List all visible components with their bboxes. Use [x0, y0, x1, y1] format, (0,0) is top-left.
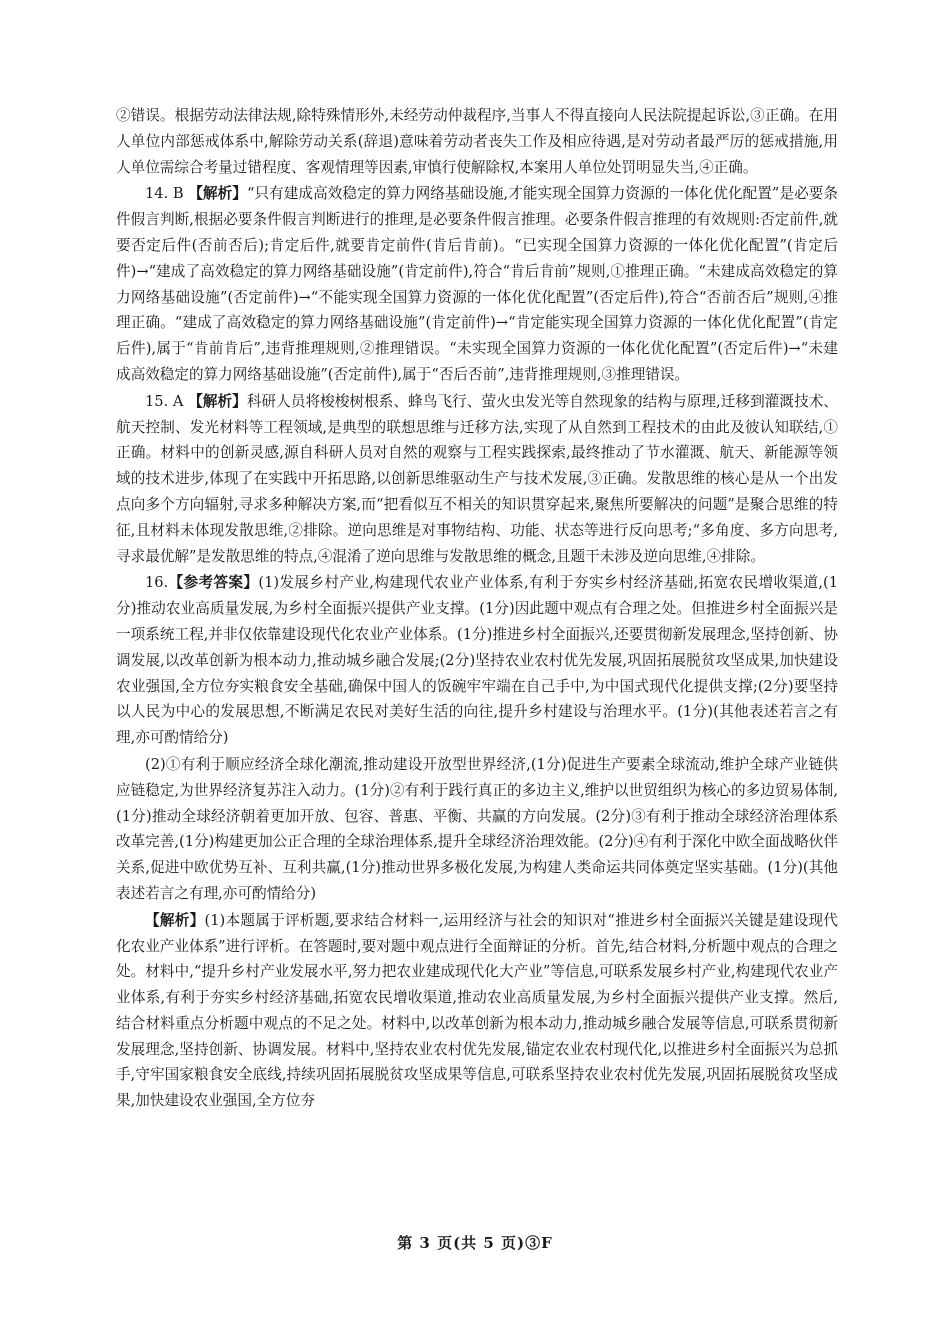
answer-text: (1)发展乡村产业,构建现代农业产业体系,有利于夯实乡村经济基础,拓宽农民增收渠道,(1分)推动农业高质量发展,为乡村全面振兴提供产业支撑。(1分)因此题中观点有合理之处。但推进乡村全面振兴是一项系统工程,并非仅依靠建设现代化农业产业体系。(1分)推进乡村全面振兴,还要贯彻新发展理念,坚持创新、协调发展,以改革创新为根本动力,推动城乡融合发展;(2分)坚持农业农村优先发展,巩固拓展脱贫攻坚成果,加快建设农业强国,全方位夯实粮食安全基础,确保中国人的饭碗牢牢端在自己手中,为中国式现代化提供支撑;(2分)要坚持以人民为中心的发展思想,不断满足农民对美好生活的向往,提升乡村建设与治理水平。(1分)(其他表述若言之有理,亦可酌情给分) — [116, 574, 838, 747]
paragraph-q15 — [116, 389, 838, 570]
analysis-tag: 【解析】 — [188, 392, 247, 410]
question-number: 14. B — [145, 185, 184, 203]
analysis-text: “只有建成高效稳定的算力网络基础设施,才能实现全国算力资源的一体化优化配置”是必要条件假言判断,根据必要条件假言判断进行的推理,是必要条件假言推理。必要条件假言推理的有效规则:否定前件,就要否定后件(否前否后);肯定后件,就要肯定前件(肯后肯前)。“已实现全国算力资源的一体化优化配置”(肯定后件)→“建成了高效稳定的算力网络基础设施”(肯定前件),符合“肯后肯前”规则,①推理正确。“未建成高效稳定的算力网络基础设施”(否定前件)→“不能实现全国算力资源的一体化优化配置”(否定后件),符合“否前否后”规则,④推理正确。“建成了高效稳定的算力网络基础设施”(肯定前件)→“肯定能实现全国算力资源的一体化优化配置”(肯定后件),属于“肯前肯后”,违背推理规则,②推理错误。“未实现全国算力资源的一体化优化配置”(否定后件)→“未建成高效稳定的算力网络基础设施”(否定前件),属于“否后否前”,违背推理规则,③推理错误。 — [116, 185, 838, 383]
page-body — [116, 103, 838, 1115]
paragraph-q16-part2: (2)①有利于顺应经济全球化潮流,推动建设开放型世界经济,(1分)促进生产要素全球流动,维护全球产业链供应链稳定,为世界经济复苏注入动力。(1分)②有利于践行真正的多边主义,维护以世贸组织为核心的多边贸易体制,(1分)推动全球经济朝着更加开放、包容、普惠、平衡、共赢的方向发展。(2分)③有利于推动全球经济治理体系改革完善,(1分)构建更加公正合理的全球治理体系,提升全球经济治理效能。(2分)④有利于深化中欧全面战略伙伴关系,促进中欧优势互补、互利共赢,(1分)推动世界多极化发展,为构建人类命运共同体奠定坚实基础。(1分)(其他表述若言之有理,亦可酌情给分) — [116, 755, 838, 902]
question-number: 15. A — [145, 392, 184, 410]
page-footer: 第 3 页(共 5 页)③F — [397, 1234, 553, 1252]
paragraph-q13-continuation: ②错误。根据劳动法律法规,除特殊情形外,未经劳动仲裁程序,当事人不得直接向人民法院提起诉讼,③正确。在用人单位内部惩戒体系中,解除劳动关系(辞退)意味着劳动者丧失工作及相应待遇,是对劳动者最严厉的惩戒措施,用人单位需综合考量过错程度、客观情理等因素,审慎行使解除权,本案用人单位处罚明显失当,④正确。 — [116, 107, 838, 176]
analysis-tag: 【解析】 — [145, 911, 205, 929]
question-number: 16. — [145, 574, 169, 592]
paragraph-q14 — [116, 181, 838, 387]
analysis-text: (1)本题属于评析题,要求结合材料一,运用经济与社会的知识对“推进乡村全面振兴关键是建设现代化农业产业体系”进行评析。在答题时,要对题中观点进行全面辩证的分析。首先,结合材料,分析题中观点的合理之处。材料中,“提升乡村产业发展水平,努力把农业建成现代化大产业”等信息,可联系发展乡村产业,构建现代农业产业体系,有利于夯实乡村经济基础,拓宽农民增收渠道,推动农业高质量发展,为乡村全面振兴提供产业支撑。然后,结合材料重点分析题中观点的不足之处。材料中,以改革创新为根本动力,推动城乡融合发展等信息,可联系贯彻新发展理念,坚持创新、协调发展。材料中,坚持农业农村优先发展,锚定农业农村现代化,以推进乡村全面振兴为总抓手,守牢国家粮食安全底线,持续巩固拓展脱贫攻坚成果等信息,可联系坚持农业农村优先发展,巩固拓展脱贫攻坚成果,加快建设农业强国,全方位夯 — [116, 911, 838, 1110]
analysis-text: 科研人员将梭梭树根系、蜂鸟飞行、萤火虫发光等自然现象的结构与原理,迁移到灌溉技术、航天控制、发光材料等工程领域,是典型的联想思维与迁移方法,实现了从自然到工程技术的由此及彼认知联结,①正确。材料中的创新灵感,源自科研人员对自然的观察与工程实践探索,最终推动了节水灌溉、航天、新能源等领域的技术进步,体现了在实践中开拓思路,以创新思维驱动生产与技术发展,③正确。发散思维的核心是从一个出发点向多个方向辐射,寻求多种解决方案,而“把看似互不相关的知识贯穿起来,聚焦所要解决的问题”是聚合思维的特征,且材料未体现发散思维,②排除。逆向思维是对事物结构、功能、状态等进行反向思考;“多角度、多方向思考,寻求最优解”是发散思维的特点,④混淆了逆向思维与发散思维的概念,且题干未涉及逆向思维,④排除。 — [116, 392, 838, 565]
paragraph-q16-analysis — [116, 908, 838, 1114]
reference-answer-tag: 【参考答案】 — [168, 574, 259, 592]
paragraph-q16-part1 — [116, 570, 838, 751]
analysis-tag: 【解析】 — [188, 185, 247, 203]
